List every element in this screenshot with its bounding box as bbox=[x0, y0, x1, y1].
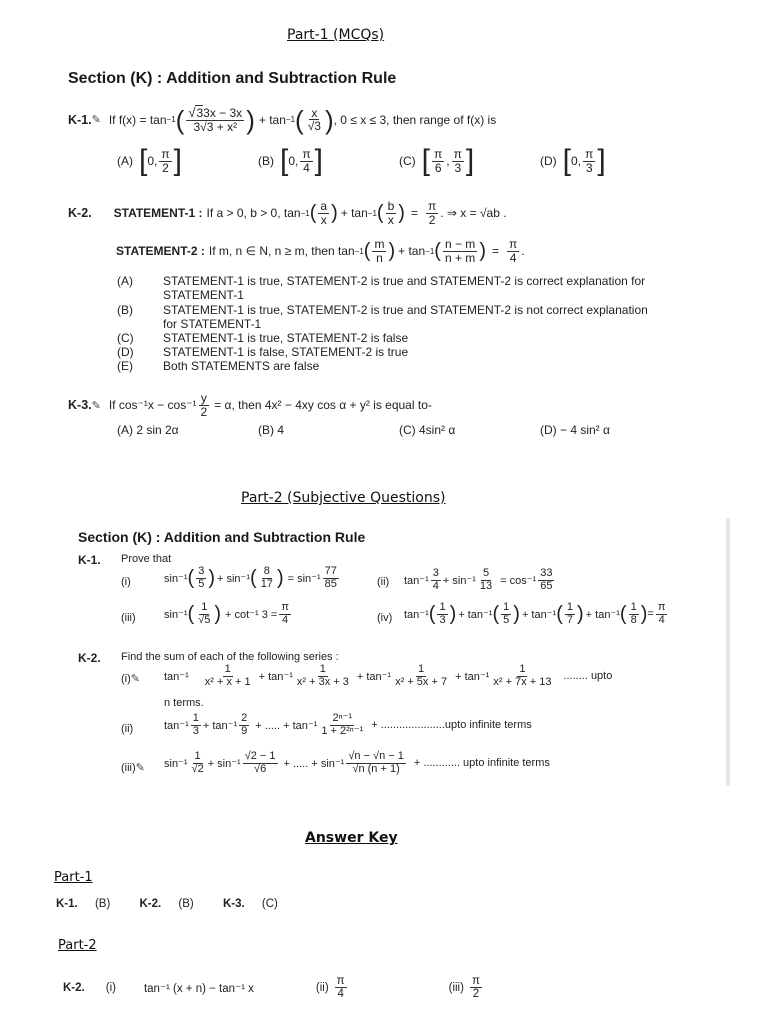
part2-k1-iii-label: (iii) bbox=[121, 612, 136, 624]
fraction bbox=[295, 664, 351, 688]
expr-part: + tan⁻¹ bbox=[202, 719, 238, 732]
denominator: 5 bbox=[503, 613, 510, 626]
fraction bbox=[507, 238, 519, 264]
expr-part: + ..... + sin⁻¹ bbox=[283, 757, 345, 770]
plus-tan: + tan bbox=[340, 206, 368, 221]
part2-k2-label: K-2. bbox=[78, 651, 101, 665]
numerator: √n − √n − 1 bbox=[348, 750, 404, 762]
fraction bbox=[323, 566, 339, 590]
denominator: x bbox=[320, 212, 327, 227]
denominator: 3 bbox=[454, 160, 462, 175]
answer-value: (B) bbox=[178, 898, 194, 910]
expr-part: + sin⁻¹ bbox=[217, 572, 251, 585]
option-line: for STATEMENT-1 bbox=[163, 317, 262, 331]
denominator: 4 bbox=[509, 250, 517, 265]
part1-k1-question bbox=[68, 106, 496, 133]
expr-part: + sin⁻¹ bbox=[442, 574, 476, 587]
fraction bbox=[306, 107, 323, 133]
part1-k3-option-c[interactable]: (C) 4sin² α bbox=[399, 423, 456, 437]
numerator: 1 bbox=[319, 663, 326, 675]
question-text: If cos⁻¹x − cos⁻¹ bbox=[108, 398, 197, 413]
part2-k2-ii-label: (ii) bbox=[121, 723, 134, 735]
answer-key-part1-row bbox=[56, 898, 278, 910]
numerator: 8 bbox=[263, 565, 270, 577]
statement-label: STATEMENT-2 : bbox=[116, 244, 205, 259]
option-line: STATEMENT-1 is true, STATEMENT-2 is true and STATEMENT-2 is correct explanation for bbox=[163, 274, 646, 288]
paren: ( bbox=[295, 104, 304, 135]
part2-k2-i-expression bbox=[164, 664, 612, 688]
denominator: √5 bbox=[198, 613, 211, 626]
statement-text-tail: . bbox=[521, 244, 525, 259]
paren: ( bbox=[175, 104, 185, 135]
item-label: (i) bbox=[105, 981, 116, 994]
item-label: (ii) bbox=[315, 981, 329, 994]
expr-part: sin⁻¹ bbox=[164, 608, 188, 621]
fraction bbox=[372, 238, 386, 264]
plus-tan: + tan bbox=[258, 112, 286, 127]
numerator: 2ⁿ⁻¹ bbox=[332, 712, 353, 724]
expr-part: sin⁻¹ bbox=[164, 757, 188, 770]
numerator: 33 bbox=[540, 567, 553, 579]
part1-k3-question bbox=[68, 392, 432, 418]
item-label: (iii) bbox=[121, 762, 136, 774]
option-label: (D) bbox=[540, 154, 557, 168]
numerator: π bbox=[453, 146, 462, 161]
part2-section-heading: Section (K) : Addition and Subtraction Rule bbox=[78, 529, 366, 545]
paren: ) bbox=[246, 104, 255, 135]
option-text: Both STATEMENTS are false bbox=[163, 359, 320, 373]
numerator: 2 bbox=[241, 712, 248, 724]
statement-text-tail: . ⇒ x = √ab . bbox=[440, 206, 507, 221]
item-label: (i) bbox=[121, 673, 131, 685]
question-text: If f(x) = tan bbox=[108, 112, 167, 127]
part2-k2-prompt: Find the sum of each of the following series : bbox=[121, 651, 339, 663]
option-label: (C) bbox=[399, 154, 416, 168]
answer-key-part1-label: Part-1 bbox=[54, 870, 93, 885]
part1-k3-option-b[interactable]: (B) 4 bbox=[258, 423, 285, 437]
expr-part: + tan⁻¹ bbox=[455, 670, 490, 683]
expr-part: tan⁻¹ bbox=[164, 719, 189, 732]
part2-k1-i-label: (i) bbox=[121, 576, 131, 588]
answer-key-title: Answer Key bbox=[305, 830, 398, 846]
superscript: −1 bbox=[285, 115, 296, 125]
numerator: 1 bbox=[566, 601, 573, 613]
pencil-icon: ✎ bbox=[135, 762, 145, 774]
denominator: x bbox=[387, 212, 394, 227]
numerator: 1 bbox=[194, 750, 201, 762]
denominator: 85 bbox=[324, 577, 337, 590]
fraction bbox=[319, 713, 365, 737]
part2-k2-ii-expression bbox=[164, 713, 532, 737]
part1-k2-options bbox=[117, 274, 722, 374]
question-label: K-2. bbox=[68, 206, 92, 221]
part2-k1-i-expression: sin⁻¹ ( $\frac{3}{5}$ ) + sin⁻¹ ( $\frac{8}{17}$ ) = sin⁻¹ $\frac{77}{85}$ bbox=[164, 565, 337, 590]
answer-question: K-3. bbox=[222, 898, 245, 910]
expr-part: + tan⁻¹ bbox=[356, 670, 392, 683]
paren: ) bbox=[324, 104, 334, 135]
numerator: π bbox=[509, 237, 518, 251]
part2-title: Part-2 (Subjective Questions) bbox=[241, 490, 446, 506]
denominator: 3√3 + x² bbox=[193, 119, 238, 134]
numerator: π bbox=[427, 199, 437, 213]
part2-k1-prompt: Prove that bbox=[121, 553, 172, 565]
option-text: STATEMENT-1 is false, STATEMENT-2 is true bbox=[163, 345, 409, 359]
option-label: (A) bbox=[117, 154, 133, 168]
numerator: π bbox=[471, 975, 480, 987]
expr-tail: + .....................upto infinite terms bbox=[371, 719, 532, 732]
fraction bbox=[491, 664, 553, 688]
expr-tail: + ............ upto infinite terms bbox=[413, 757, 550, 770]
fraction bbox=[656, 602, 668, 626]
numerator: 3 bbox=[198, 565, 205, 577]
option-label: (B) bbox=[117, 303, 133, 317]
equals: = bbox=[491, 244, 499, 259]
numerator: 1 bbox=[418, 663, 425, 675]
fraction bbox=[346, 751, 406, 775]
fraction bbox=[583, 148, 595, 174]
option-text bbox=[163, 274, 645, 302]
numerator: 1 bbox=[503, 601, 510, 613]
option-text bbox=[163, 303, 648, 331]
denominator: x² + 5x + 7 bbox=[395, 675, 448, 688]
numerator: π bbox=[302, 146, 311, 161]
expr-part: = sin⁻¹ bbox=[287, 572, 321, 585]
question-label: K-3. bbox=[68, 398, 92, 413]
item-label: (iii) bbox=[448, 981, 464, 994]
numerator: 1 bbox=[439, 601, 446, 613]
part2-k2-i-label bbox=[121, 672, 140, 685]
option-value: 0, bbox=[571, 154, 582, 168]
fraction bbox=[196, 602, 212, 626]
numerator: a bbox=[320, 199, 328, 213]
fraction bbox=[538, 568, 554, 592]
denominator: 4 bbox=[337, 988, 344, 1001]
denominator: 9 bbox=[241, 724, 248, 737]
fraction bbox=[501, 602, 511, 626]
expr-part: tan⁻¹ bbox=[404, 574, 429, 587]
numerator: π bbox=[281, 601, 289, 613]
plus-tan: + tan bbox=[398, 244, 426, 259]
fraction bbox=[432, 148, 444, 174]
option-label: (C) bbox=[117, 331, 134, 345]
part2-k1-label: K-1. bbox=[78, 553, 101, 567]
equals: = bbox=[647, 608, 654, 621]
denominator: n + m bbox=[444, 250, 476, 265]
numerator: 1 bbox=[201, 601, 208, 613]
part2-k2-i-tail: n terms. bbox=[164, 697, 204, 709]
expr-part: tan⁻¹ bbox=[404, 608, 429, 621]
denominator: 17 bbox=[260, 577, 273, 590]
denominator: 4 bbox=[432, 579, 439, 592]
answer-value: tan⁻¹ (x + n) − tan⁻¹ x bbox=[143, 982, 254, 995]
equals: = bbox=[410, 206, 418, 221]
fraction bbox=[426, 200, 438, 226]
fraction bbox=[393, 664, 449, 688]
numerator: π bbox=[657, 601, 666, 613]
part2-k1-ii-expression bbox=[404, 568, 556, 592]
expr-part: + sin⁻¹ bbox=[207, 757, 241, 770]
denominator: n bbox=[376, 250, 383, 265]
numerator: 1 bbox=[630, 601, 637, 613]
option-label: (A) bbox=[117, 274, 133, 288]
denominator: 8 bbox=[630, 613, 637, 626]
numerator: n − m bbox=[444, 237, 476, 251]
fraction bbox=[443, 238, 477, 264]
option-line: STATEMENT-1 bbox=[163, 288, 244, 302]
expr-part: + tan⁻¹ bbox=[458, 608, 493, 621]
radical: √ bbox=[188, 105, 196, 120]
fraction bbox=[243, 751, 278, 775]
fraction bbox=[437, 602, 447, 626]
option-c[interactable]: (C) [ $\frac{\pi}{6}$ , $\frac{\pi}{3}$ ] bbox=[399, 144, 475, 177]
part1-k3-option-a[interactable]: (A) 2 sin 2α bbox=[117, 423, 179, 437]
fraction bbox=[386, 200, 397, 226]
denominator: 4 bbox=[282, 613, 289, 626]
denominator: √3 bbox=[307, 119, 321, 134]
option-text: STATEMENT-1 is true, STATEMENT-2 is false bbox=[163, 331, 409, 345]
option-label: (E) bbox=[117, 359, 133, 373]
numerator: y bbox=[200, 391, 207, 405]
numerator: 1 bbox=[192, 712, 199, 724]
denominator: 2 bbox=[472, 988, 480, 1001]
fraction bbox=[629, 602, 639, 626]
denominator: 7 bbox=[566, 613, 573, 626]
sqrt: 3 bbox=[196, 106, 204, 120]
part2-k1-iv-expression: tan⁻¹ ( $\frac{1}{3}$ ) + tan⁻¹ ( $\frac{1}{5}$ ) + tan⁻¹ ( $\frac{1}{7}$ ) + tan⁻¹ ( $\frac{1}{8}$ ) = $\frac{\pi}{4}$ bbox=[404, 601, 666, 626]
expr-part: sin⁻¹ bbox=[164, 572, 188, 585]
expr-part: + tan⁻¹ bbox=[258, 670, 293, 683]
pencil-icon: ✎ bbox=[91, 114, 101, 127]
numerator: 1 bbox=[224, 663, 231, 675]
option-value: 0, bbox=[288, 154, 299, 168]
denominator: x² + x + 1 bbox=[204, 675, 251, 688]
denominator: √6 bbox=[254, 762, 267, 775]
superscript: −1 bbox=[166, 115, 176, 125]
answer-question: K-1. bbox=[56, 898, 78, 910]
denominator: 3 bbox=[585, 160, 593, 175]
numerator: 3 bbox=[432, 567, 439, 579]
expr-part: tan⁻¹ bbox=[164, 670, 189, 683]
question-text-tail: , 0 ≤ x ≤ 3, then range of f(x) is bbox=[333, 112, 497, 127]
answer-value: (C) bbox=[261, 898, 278, 910]
denominator: 4 bbox=[303, 160, 310, 175]
fraction bbox=[318, 200, 329, 226]
part1-title: Part-1 (MCQs) bbox=[287, 27, 385, 43]
denominator: 2 bbox=[200, 404, 208, 419]
fraction bbox=[259, 566, 275, 590]
denominator: 2 bbox=[162, 160, 169, 175]
denominator: 4 bbox=[658, 613, 665, 626]
denominator: 2 bbox=[428, 212, 436, 227]
numerator: 5 bbox=[482, 567, 490, 579]
answer-key-part2-label: Part-2 bbox=[58, 938, 97, 953]
denominator: √2 bbox=[191, 762, 204, 775]
fraction bbox=[196, 566, 206, 590]
fraction bbox=[239, 713, 249, 737]
denominator: √n (n + 1) bbox=[352, 762, 400, 775]
fraction bbox=[203, 664, 253, 688]
numerator: m bbox=[374, 237, 385, 251]
denominator: 1 + 2²ⁿ⁻¹ bbox=[321, 724, 364, 737]
statement-label: STATEMENT-1 : bbox=[113, 206, 203, 221]
denominator: 13 bbox=[479, 579, 493, 592]
part2-k2-iii-label bbox=[121, 761, 145, 774]
fraction bbox=[565, 602, 575, 626]
denominator: x² + 7x + 13 bbox=[493, 675, 552, 688]
part1-k2-statement1: K-2. STATEMENT-1 : If a > 0, b > 0, tan −1 ( $\frac{a}{x}$ ) + tan −1 ( $\frac{b}{x}$ ) = $\frac{\pi}{2}$ . ⇒ x = √ab . bbox=[68, 199, 507, 227]
denominator: 3 bbox=[439, 613, 446, 626]
expr-part: + cot⁻¹ 3 = bbox=[225, 608, 278, 621]
numerator: x bbox=[311, 105, 318, 120]
fraction bbox=[190, 751, 206, 775]
option-value: 0, bbox=[147, 154, 158, 168]
part1-section-heading: Section (K) : Addition and Subtraction Rule bbox=[68, 70, 397, 87]
fraction bbox=[470, 975, 482, 1000]
fraction bbox=[199, 392, 210, 418]
option-label: (D) bbox=[117, 345, 134, 359]
expr-part: + ..... + tan⁻¹ bbox=[255, 719, 318, 732]
pencil-icon: ✎ bbox=[130, 673, 140, 685]
expr-part: = cos⁻¹ bbox=[500, 574, 537, 587]
denominator: 5 bbox=[198, 577, 205, 590]
fraction bbox=[279, 602, 291, 626]
part1-k3-option-d[interactable]: (D) − 4 sin² α bbox=[540, 423, 610, 437]
numerator: 1 bbox=[519, 663, 526, 675]
fraction bbox=[186, 106, 244, 133]
part2-k1-iv-label: (iv) bbox=[377, 612, 393, 624]
option-a[interactable]: (A) [ 0, $\frac{\pi}{2}$ ] bbox=[117, 144, 182, 177]
fraction bbox=[452, 148, 464, 174]
fraction bbox=[335, 975, 347, 1000]
answer-question: K-2. bbox=[139, 898, 162, 910]
numerator: 3x − 3x bbox=[203, 106, 243, 120]
answer-question: K-2. bbox=[63, 981, 85, 994]
part2-k2-iii-expression bbox=[164, 751, 550, 775]
part1-k2-statement2: STATEMENT-2 : If m, n ∈ N, n ≥ m, then tan −1 ( $\frac{m}{n}$ ) + tan −1 ( $\frac{n - m}{n + m}$ ) = $\frac{\pi}{4}$ . bbox=[116, 237, 525, 265]
page-edge-shadow bbox=[726, 518, 730, 786]
numerator: π bbox=[434, 146, 443, 161]
numerator: b bbox=[387, 199, 395, 213]
fraction bbox=[300, 148, 312, 174]
question-label: K-1. bbox=[68, 112, 92, 127]
denominator: 6 bbox=[434, 160, 442, 175]
fraction bbox=[159, 148, 171, 174]
fraction bbox=[191, 713, 201, 737]
part2-k1-ii-label: (ii) bbox=[377, 576, 390, 588]
fraction bbox=[478, 568, 494, 592]
part2-k1-iii-expression: sin⁻¹ ( $\frac{1}{√5}$ ) + cot⁻¹ 3 = $\frac{\pi}{4}$ bbox=[164, 601, 289, 626]
option-label: (B) bbox=[258, 154, 274, 168]
denominator: 3 bbox=[192, 724, 199, 737]
question-text-tail: = α, then 4x² − 4xy cos α + y² is equal to- bbox=[214, 398, 432, 413]
pencil-icon: ✎ bbox=[91, 399, 101, 412]
expr-tail: ........ upto bbox=[563, 670, 613, 683]
expr-part: + tan⁻¹ bbox=[585, 608, 620, 621]
numerator: π bbox=[161, 146, 170, 161]
expr-part: + tan⁻¹ bbox=[521, 608, 557, 621]
denominator: x² + 3x + 3 bbox=[296, 675, 349, 688]
fraction bbox=[431, 568, 441, 592]
option-d[interactable]: (D) [ 0, $\frac{\pi}{3}$ ] bbox=[540, 144, 606, 177]
numerator: π bbox=[585, 146, 594, 161]
option-line: STATEMENT-1 is true, STATEMENT-2 is true and STATEMENT-2 is not correct explanation bbox=[163, 303, 648, 317]
numerator: π bbox=[336, 975, 345, 987]
numerator: √2 − 1 bbox=[244, 750, 276, 762]
answer-value: (B) bbox=[94, 898, 111, 910]
denominator: 65 bbox=[540, 579, 553, 592]
answer-key-part2-row bbox=[63, 975, 484, 1000]
statement-text: If m, n ∈ N, n ≥ m, then tan bbox=[208, 244, 355, 259]
numerator: 77 bbox=[324, 565, 337, 577]
option-b[interactable]: (B) [ 0, $\frac{\pi}{4}$ ] bbox=[258, 144, 323, 177]
part1-k1-options bbox=[117, 146, 617, 182]
statement-text: If a > 0, b > 0, tan bbox=[206, 206, 301, 221]
